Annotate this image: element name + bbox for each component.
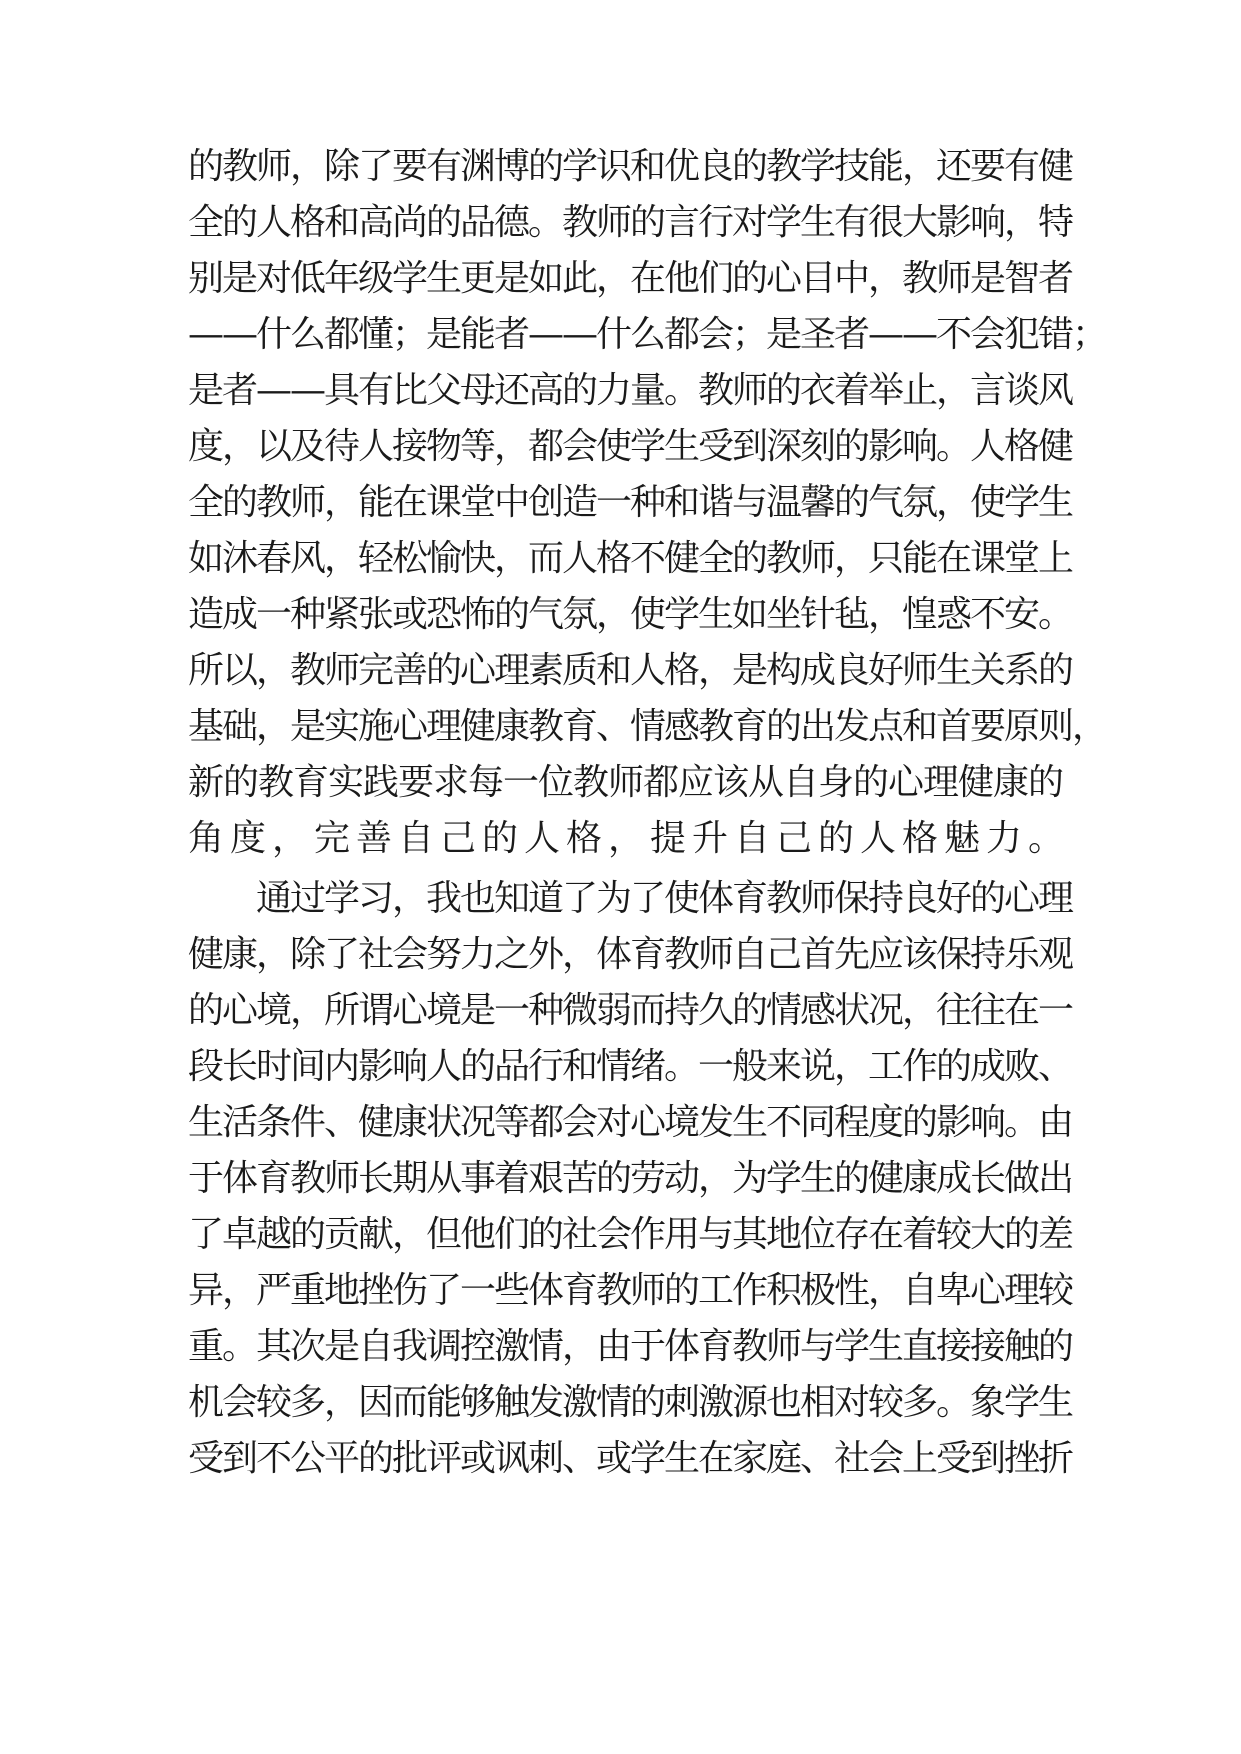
text-line: 所以，教师完善的心理素质和人格，是构成良好师生关系的 xyxy=(188,650,1073,691)
text-line: 于体育教师长期从事着艰苦的劳动，为学生的健康成长做出 xyxy=(188,1158,1073,1199)
text-line: 全的人格和高尚的品德。教师的言行对学生有很大影响，特 xyxy=(188,202,1073,243)
text-line: ——什么都懂；是能者——什么都会；是圣者——不会犯错； xyxy=(188,314,1107,355)
text-line: 造成一种紧张或恐怖的气氛，使学生如坐针毡，惶惑不安。 xyxy=(188,594,1073,635)
text-line: 的心境，所谓心境是一种微弱而持久的情感状况，往往在一 xyxy=(188,990,1073,1031)
text-line: 健康，除了社会努力之外，体育教师自己首先应该保持乐观 xyxy=(188,934,1073,975)
text-line: 机会较多，因而能够触发激情的刺激源也相对较多。象学生 xyxy=(188,1382,1073,1423)
text-line: 全的教师，能在课堂中创造一种和谐与温馨的气氛，使学生 xyxy=(188,482,1073,523)
text-line: 段长时间内影响人的品行和情绪。一般来说，工作的成败、 xyxy=(188,1046,1073,1087)
text-line: 了卓越的贡献，但他们的社会作用与其地位存在着较大的差 xyxy=(188,1214,1073,1255)
text-line: 角度，完善自己的人格，提升自己的人格魅力。 xyxy=(188,818,1071,859)
text-line: 度，以及待人接物等，都会使学生受到深刻的影响。人格健 xyxy=(188,426,1073,467)
text-line: 是者——具有比父母还高的力量。教师的衣着举止，言谈风 xyxy=(188,370,1073,411)
text-line: 新的教育实践要求每一位教师都应该从自身的心理健康的 xyxy=(188,762,1064,803)
text-line: 的教师，除了要有渊博的学识和优良的教学技能，还要有健 xyxy=(188,146,1073,187)
paragraph-start-line: 通过学习，我也知道了为了使体育教师保持良好的心理 xyxy=(256,878,1073,919)
text-line: 重。其次是自我调控激情，由于体育教师与学生直接接触的 xyxy=(188,1326,1073,1367)
text-line: 异，严重地挫伤了一些体育教师的工作积极性，自卑心理较 xyxy=(188,1270,1073,1311)
text-line: 受到不公平的批评或讽刺、或学生在家庭、社会上受到挫折 xyxy=(188,1438,1073,1479)
text-line: 生活条件、健康状况等都会对心境发生不同程度的影响。由 xyxy=(188,1102,1073,1143)
text-line: 如沐春风，轻松愉快，而人格不健全的教师，只能在课堂上 xyxy=(188,538,1073,579)
text-line: 基础，是实施心理健康教育、情感教育的出发点和首要原则， xyxy=(188,706,1107,747)
text-line: 别是对低年级学生更是如此，在他们的心目中，教师是智者 xyxy=(188,258,1073,299)
